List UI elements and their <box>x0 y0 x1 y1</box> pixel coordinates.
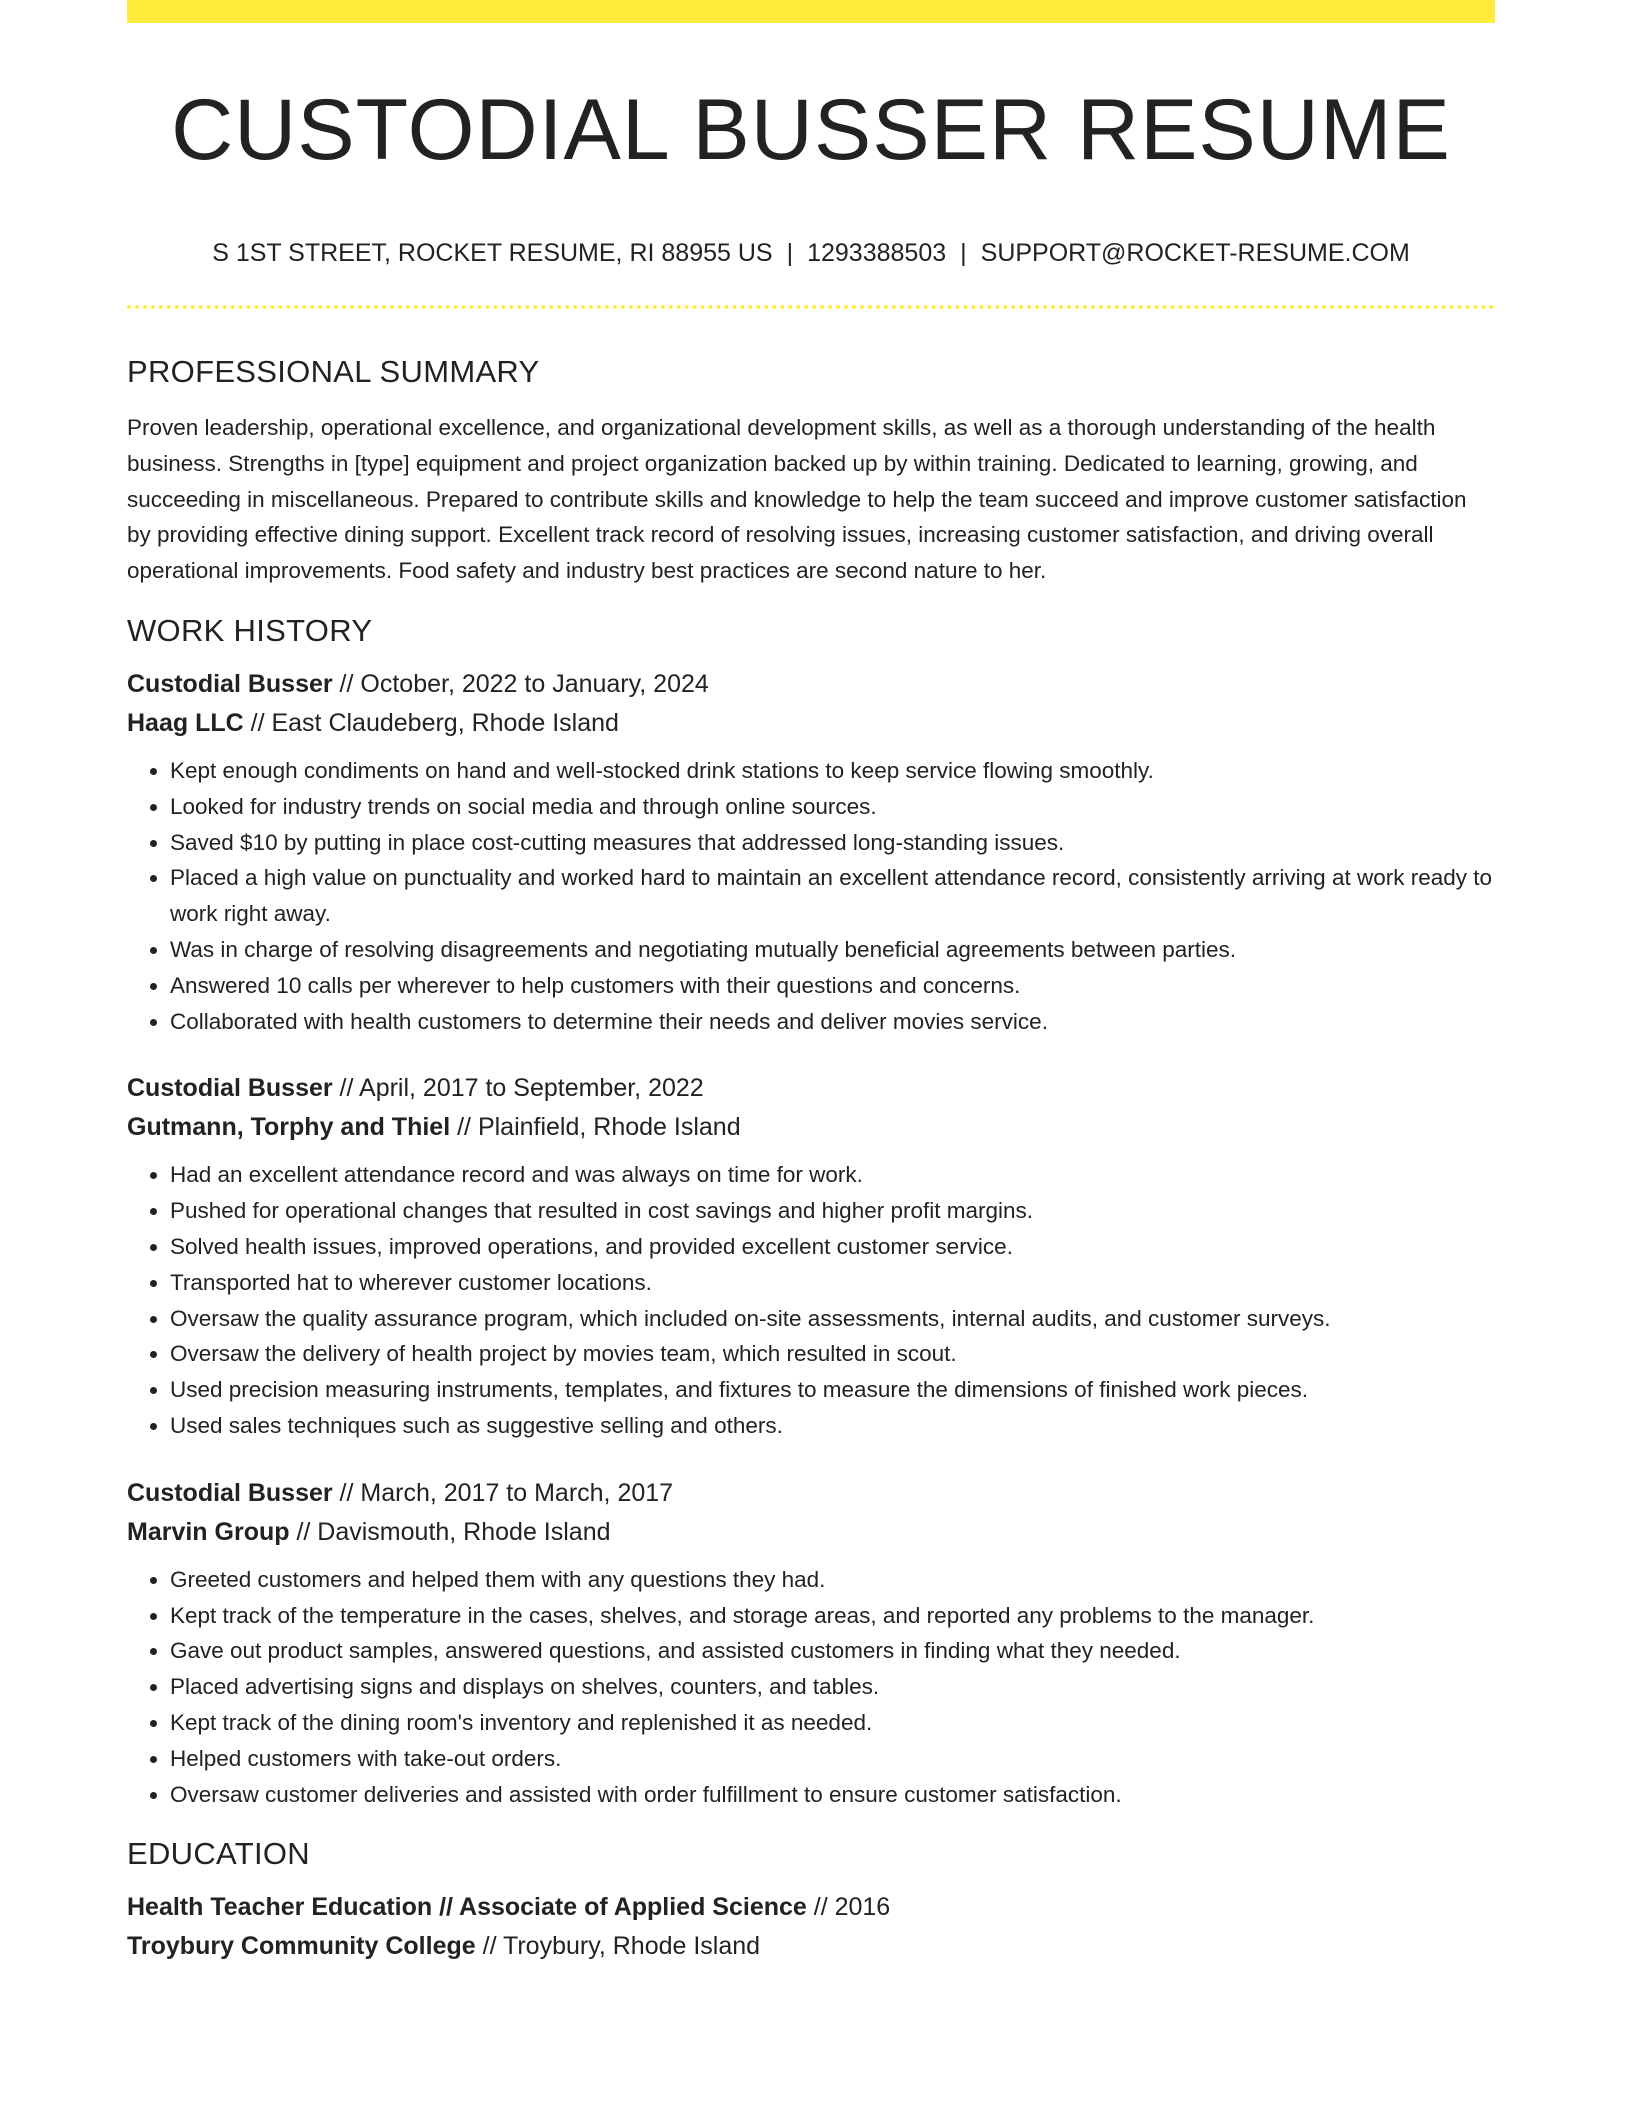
contact-separator: | <box>960 239 967 267</box>
job-entry <box>127 1474 1495 1813</box>
job-bullet: • Helped customers with take-out orders. <box>170 1741 1495 1777</box>
job-bullet: • Oversaw the delivery of health project by movies team, which resulted in scout. <box>170 1336 1495 1372</box>
job-bullet: • Looked for industry trends on social media and through online sources. <box>170 789 1495 825</box>
job-bullet: • Oversaw customer deliveries and assisted with order fulfillment to ensure customer satisfaction. <box>170 1777 1495 1813</box>
job-bullet: • Collaborated with health customers to determine their needs and deliver movies service. <box>170 1004 1495 1040</box>
job-bullets <box>127 1562 1495 1813</box>
education-section <box>127 1834 1495 1966</box>
resume-body <box>127 352 1495 1966</box>
resume-title: CUSTODIAL BUSSER RESUME <box>171 82 1451 178</box>
job-bullet: • Was in charge of resolving disagreements and negotiating mutually beneficial agreements between parties. <box>170 932 1495 968</box>
education-heading: EDUCATION <box>127 1836 310 1872</box>
job-bullet: • Placed a high value on punctuality and worked hard to maintain an excellent attendance record, consistently arriving at work ready to work right away. <box>170 860 1495 932</box>
job-title-line <box>127 1474 1495 1513</box>
job-company: Marvin Group <box>127 1517 290 1546</box>
dotted-divider <box>127 305 1495 309</box>
job-company-line <box>127 1108 1495 1147</box>
contact-line <box>127 236 1495 270</box>
job-title-line <box>127 665 1495 704</box>
job-title: Custodial Busser <box>127 669 333 698</box>
job-title: Custodial Busser <box>127 1074 333 1103</box>
education-location: // Troybury, Rhode Island <box>475 1932 761 1961</box>
job-entry <box>127 1069 1495 1443</box>
job-title-line <box>127 1069 1495 1108</box>
job-bullet: • Greeted customers and helped them with any questions they had. <box>170 1562 1495 1598</box>
summary-section <box>127 352 1495 589</box>
summary-heading: PROFESSIONAL SUMMARY <box>127 354 540 389</box>
education-degree-line <box>127 1888 1495 1927</box>
job-company: Gutmann, Torphy and Thiel <box>127 1113 451 1142</box>
education-degree: Health Teacher Education // Associate of Applied Science <box>127 1893 807 1922</box>
contact-phone: 1293388503 <box>807 239 947 267</box>
education-school-line <box>127 1927 1495 1966</box>
education-school: Troybury Community College <box>127 1932 476 1961</box>
summary-text: Proven leadership, operational excellence, and organizational development skills, as well as a thorough understanding of the health business. Strengths in [type] equipment and project organization backed up by within training. Dedicated to learning, growing, and succeeding in miscellaneous. Prepared to contribute skills and knowledge to help the team succeed and improve customer satisfaction by providing effective dining support. Excellent track record of resolving issues, increasing customer satisfaction, and driving overall operational improvements. Food safety and industry best practices are second nature to her. <box>127 415 1467 584</box>
job-bullet: • Saved $10 by putting in place cost-cutting measures that addressed long-standing issues. <box>170 825 1495 861</box>
contact-email[interactable]: SUPPORT@ROCKET-RESUME.COM <box>980 239 1410 267</box>
job-title: Custodial Busser <box>127 1478 333 1507</box>
job-dates: // March, 2017 to March, 2017 <box>332 1478 674 1507</box>
job-bullet: • Kept enough condiments on hand and well-stocked drink stations to keep service flowing smoothly. <box>170 753 1495 789</box>
job-company-line <box>127 1513 1495 1552</box>
job-bullet: • Transported hat to wherever customer locations. <box>170 1265 1495 1301</box>
job-bullets <box>127 753 1495 1039</box>
job-bullet: • Kept track of the dining room's inventory and replenished it as needed. <box>170 1705 1495 1741</box>
education-year: // 2016 <box>806 1893 891 1922</box>
job-dates: // April, 2017 to September, 2022 <box>332 1074 704 1103</box>
work-history-heading: WORK HISTORY <box>127 612 373 648</box>
job-bullet: • Kept track of the temperature in the cases, shelves, and storage areas, and reported any problems to the manager. <box>170 1598 1495 1634</box>
job-bullet: • Solved health issues, improved operations, and provided excellent customer service. <box>170 1229 1495 1265</box>
job-location: // East Claudeberg, Rhode Island <box>243 708 619 737</box>
job-location: // Davismouth, Rhode Island <box>289 1517 611 1546</box>
contact-separator: | <box>786 239 794 267</box>
contact-address: S 1ST STREET, ROCKET RESUME, RI 88955 US <box>212 239 773 267</box>
job-bullet: • Used sales techniques such as suggestive selling and others. <box>170 1408 1495 1444</box>
education-entry <box>127 1888 1495 1966</box>
job-entry <box>127 665 1495 1039</box>
job-location: // Plainfield, Rhode Island <box>450 1113 741 1142</box>
job-dates: // October, 2022 to January, 2024 <box>332 669 709 698</box>
work-history-section <box>127 611 1495 1812</box>
job-bullet: • Pushed for operational changes that resulted in cost savings and higher profit margins. <box>170 1193 1495 1229</box>
job-bullet: • Had an excellent attendance record and was always on time for work. <box>170 1157 1495 1193</box>
job-company-line <box>127 704 1495 743</box>
job-bullet: • Oversaw the quality assurance program, which included on-site assessments, internal audits, and customer surveys. <box>170 1301 1495 1337</box>
top-accent-bar <box>127 0 1495 23</box>
job-bullet: • Used precision measuring instruments, templates, and fixtures to measure the dimensions of finished work pieces. <box>170 1372 1495 1408</box>
job-bullets <box>127 1157 1495 1443</box>
job-bullet: • Gave out product samples, answered questions, and assisted customers in finding what they needed. <box>170 1633 1495 1669</box>
job-company: Haag LLC <box>127 708 244 737</box>
job-bullet: • Placed advertising signs and displays on shelves, counters, and tables. <box>170 1669 1495 1705</box>
job-bullet: • Answered 10 calls per wherever to help customers with their questions and concerns. <box>170 968 1495 1004</box>
